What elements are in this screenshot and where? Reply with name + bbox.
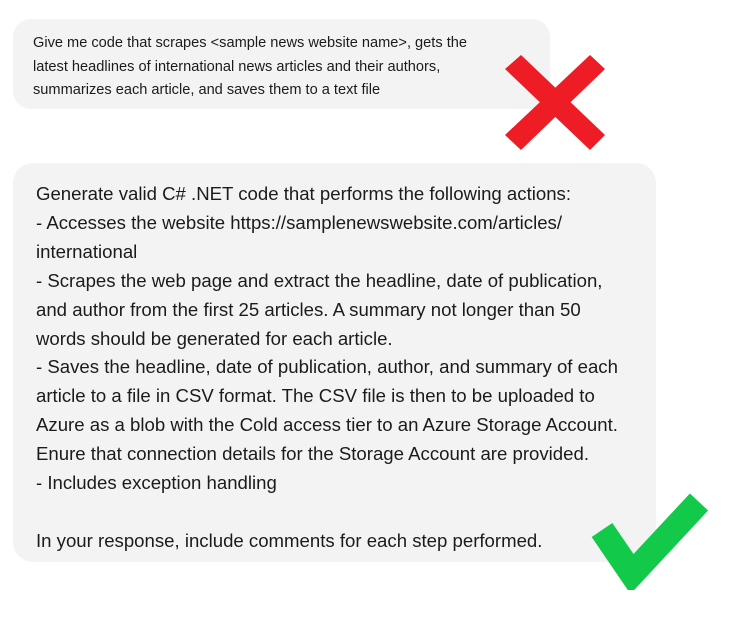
bad-prompt-bubble — [13, 19, 550, 109]
bad-prompt-line: summarizes each article, and saves them to a text file — [33, 82, 381, 98]
good-prompt-line: and author from the first 25 articles. A summary not longer than 50 — [36, 298, 581, 320]
red-x-icon — [505, 55, 605, 150]
good-prompt-line: Enure that connection details for the Storage Account are provided. — [36, 443, 590, 465]
good-prompt-line: words should be generated for each article. — [36, 327, 393, 349]
good-prompt-bubble — [13, 163, 656, 562]
bad-prompt-line: Give me code that scrapes <sample news website name>, gets the — [33, 35, 467, 51]
good-prompt-line: - Accesses the website https://samplenewswebsite.com/articles/ — [36, 211, 563, 233]
green-check-icon — [588, 486, 714, 590]
bad-prompt-line: latest headlines of international news articles and their authors, — [33, 58, 441, 75]
good-prompt-line: article to a file in CSV format. The CSV file is then to be uploaded to — [36, 385, 595, 407]
good-prompt-line: - Saves the headline, date of publication, author, and summary of each — [36, 356, 618, 378]
blank-line — [36, 498, 636, 527]
good-prompt-line: Azure as a blob with the Cold access tier to an Azure Storage Account. — [36, 414, 618, 436]
good-prompt-line: Generate valid C# .NET code that performs the following actions: — [36, 183, 572, 204]
good-prompt-line: - Scrapes the web page and extract the headline, date of publication, — [36, 269, 603, 291]
good-prompt-line: - Includes exception handling — [36, 472, 277, 494]
good-prompt-line: In your response, include comments for each step performed. — [36, 529, 543, 551]
good-prompt-line: international — [36, 240, 138, 262]
green-check-stroke — [602, 502, 699, 574]
